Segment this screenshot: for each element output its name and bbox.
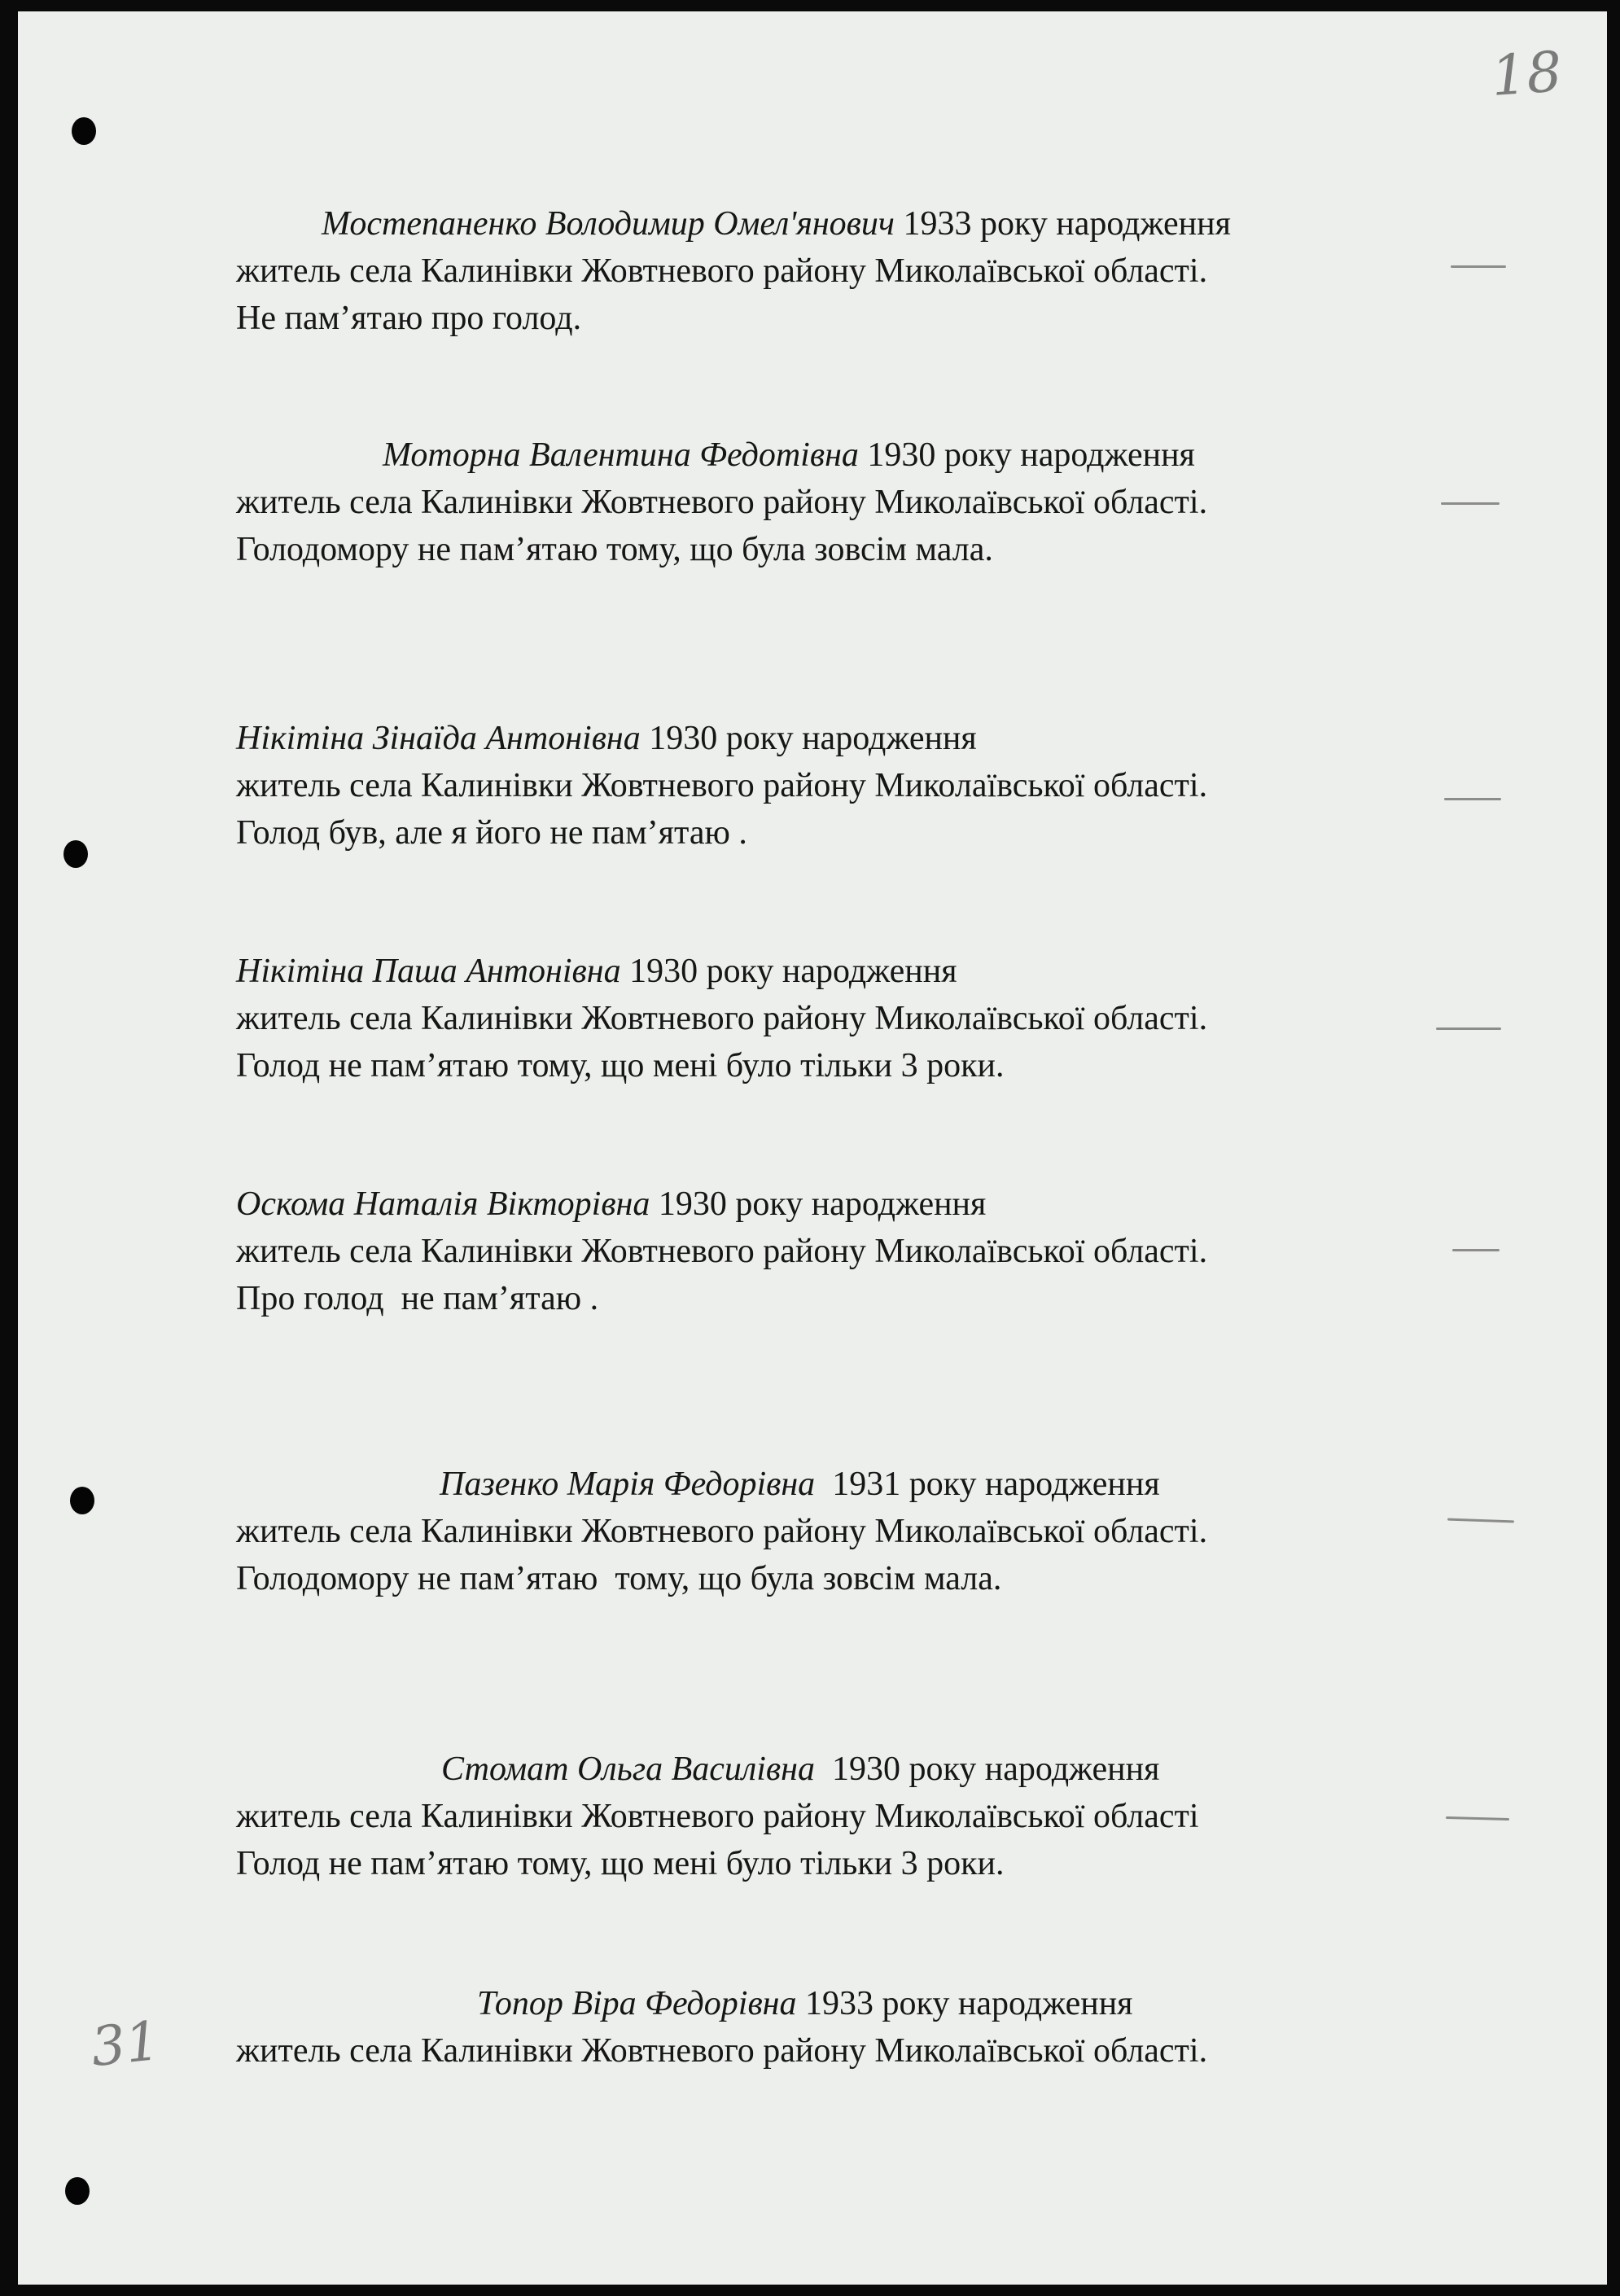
person-name: Пазенко Марія Федорівна	[440, 1466, 816, 1503]
person-name: Стомат Ольга Василівна	[441, 1750, 815, 1788]
pencil-mark	[1452, 1249, 1500, 1251]
birth-year: 1930 року народження	[814, 1750, 1160, 1788]
residence-line: житель села Калинівки Жовтневого району Миколаївської області.	[236, 1000, 1208, 1037]
testimony-entry	[236, 200, 1506, 342]
testimony-entry	[236, 715, 1506, 857]
birth-year: 1930 року народження	[650, 1185, 987, 1223]
testimony-entry	[236, 948, 1506, 1089]
person-name: Нікітіна Зінаїда Антонівна	[236, 720, 641, 757]
entry-heading-line	[236, 1746, 1506, 1793]
punch-hole	[70, 1487, 94, 1514]
testimony-line: Голодомору не пам’ятаю тому, що була зовсім мала.	[236, 1560, 1002, 1597]
birth-year: 1931 року народження	[815, 1466, 1160, 1503]
pencil-mark	[1444, 798, 1501, 800]
testimony-line: Голод був, але я його не пам’ятаю .	[236, 814, 747, 852]
residence-line: житель села Калинівки Жовтневого району Миколаївської області.	[236, 484, 1208, 521]
birth-year: 1930 року народження	[858, 436, 1195, 474]
residence-line: житель села Калинівки Жовтневого району Миколаївської області.	[236, 767, 1208, 804]
person-name: Оскома Наталія Вікторівна	[236, 1185, 650, 1223]
entry-heading-line	[236, 715, 1506, 762]
residence-line: житель села Калинівки Жовтневого району Миколаївської області.	[236, 1233, 1208, 1270]
person-name: Топор Віра Федорівна	[477, 1985, 797, 2022]
page-number-bottom: 31	[88, 2009, 163, 2079]
testimony-line: Не пам’ятаю про голод.	[236, 300, 582, 337]
entry-heading-line	[236, 1980, 1506, 2027]
entry-heading-line	[236, 200, 1506, 248]
document-page	[18, 11, 1607, 2285]
entry-heading-line	[236, 1461, 1506, 1508]
residence-line: житель села Калинівки Жовтневого району Миколаївської області.	[236, 252, 1208, 290]
testimony-line: Голод не пам’ятаю тому, що мені було тільки 3 роки.	[236, 1047, 1005, 1084]
pencil-mark	[1451, 265, 1506, 268]
punch-hole	[63, 840, 88, 868]
testimony-line: Голод не пам’ятаю тому, що мені було тільки 3 роки.	[236, 1845, 1005, 1882]
pencil-mark	[1441, 502, 1500, 505]
entry-heading-line	[236, 432, 1506, 479]
person-name: Моторна Валентина Федотівна	[383, 436, 859, 474]
residence-line: житель села Калинівки Жовтневого району Миколаївської області.	[236, 1513, 1208, 1550]
pencil-mark	[1436, 1028, 1501, 1030]
testimony-line: Про голод не пам’ятаю .	[236, 1280, 599, 1317]
birth-year: 1930 року народження	[620, 953, 957, 990]
birth-year: 1933 року народження	[796, 1985, 1133, 2022]
testimony-entry	[236, 1461, 1506, 1602]
residence-line: житель села Калинівки Жовтневого району Миколаївської області.	[236, 2032, 1208, 2070]
punch-hole	[65, 2177, 90, 2205]
entry-heading-line	[236, 1181, 1506, 1228]
birth-year: 1930 року народження	[640, 720, 977, 757]
person-name: Мостепаненко Володимир Омел'янович	[322, 205, 895, 243]
entry-heading-line	[236, 948, 1506, 995]
person-name: Нікітіна Паша Антонівна	[236, 953, 621, 990]
birth-year: 1933 року народження	[894, 205, 1231, 243]
testimony-entry	[236, 1980, 1506, 2075]
testimony-entry	[236, 1746, 1506, 1887]
residence-line: житель села Калинівки Жовтневого району Миколаївської області	[236, 1798, 1199, 1835]
testimony-line: Голодомору не пам’ятаю тому, що була зовсім мала.	[236, 531, 993, 568]
testimony-entry	[236, 432, 1506, 573]
page-number-top: 18	[1489, 40, 1565, 109]
punch-hole	[72, 117, 96, 145]
testimony-entry	[236, 1181, 1506, 1322]
